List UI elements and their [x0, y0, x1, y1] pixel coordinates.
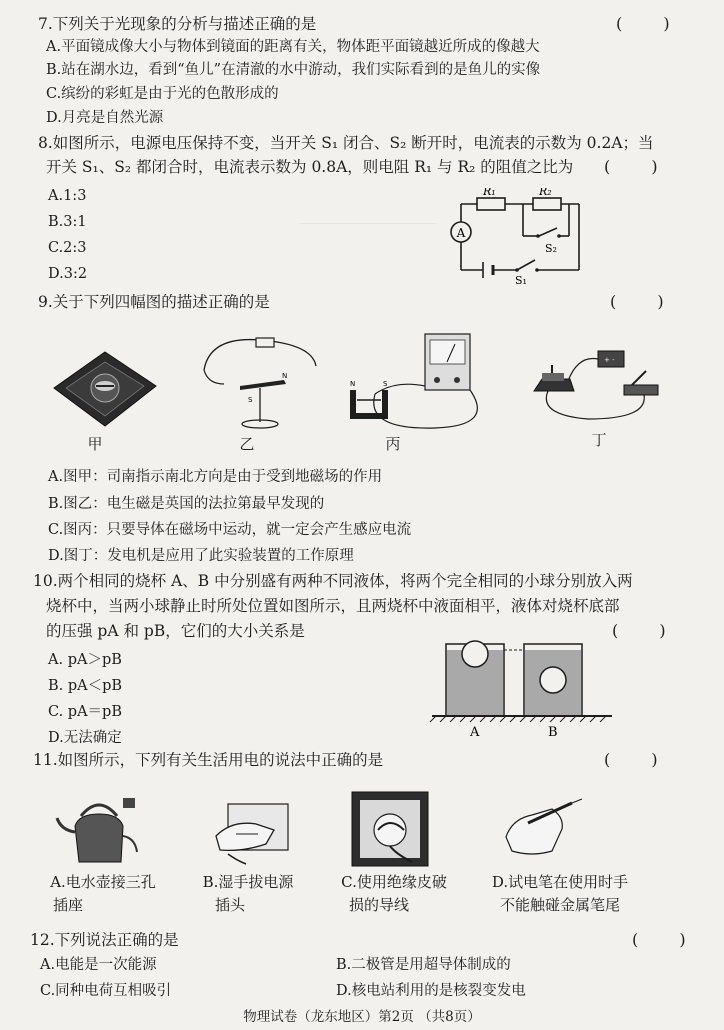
q9-answer-paren: ( )	[610, 292, 682, 311]
s1-label: S₁	[515, 274, 527, 284]
q7-option-d: D.月亮是自然光源	[46, 110, 164, 126]
q12-option-b: B.二极管是用超导体制成的	[336, 957, 511, 973]
q11-caption-c-line2: 损的导线	[348, 896, 409, 914]
q7-stem: 7.下列关于光现象的分析与描述正确的是	[38, 15, 317, 33]
q10-stem-line3: 的压强 pA 和 pB，它们的大小关系是	[46, 622, 305, 640]
ammeter-label: A	[456, 226, 466, 240]
q9-stem: 9.关于下列四幅图的描述正确的是	[38, 293, 270, 311]
beaker-a-label: A	[470, 725, 480, 740]
q7-option-a: A.平面镜成像大小与物体到镜面的距离有关，物体距平面镜越近所成的像越大	[46, 39, 540, 55]
s2-label: S₂	[545, 242, 557, 255]
svg-text:S: S	[248, 396, 253, 404]
q9-caption-yi: 乙	[239, 435, 255, 453]
q11-figure-damaged-wire	[350, 790, 430, 868]
svg-text:+ -: + -	[604, 356, 615, 364]
page-footer: 物理试卷（龙东地区）第2页 （共8页）	[243, 1009, 481, 1025]
q9-figure-yi-oersted	[200, 330, 320, 430]
q10-stem-line1: 10.两个相同的烧杯 A、B 中分别盛有两种不同液体，将两个完全相同的小球分别放入两	[33, 572, 633, 590]
bleed-through-text: _____________________	[300, 210, 437, 225]
q7-option-b: B.站在湖水边，看到“鱼儿”在清澈的水中游动，我们实际看到的是鱼儿的实像	[46, 62, 541, 78]
q9-option-b: B.图乙：电生磁是英国的法拉第最早发现的	[48, 496, 325, 512]
q9-option-d: D.图丁：发电机是应用了此实验装置的工作原理	[48, 548, 354, 564]
q10-beakers-diagram	[428, 630, 618, 740]
q9-caption-ding: 丁	[591, 431, 607, 449]
q11-caption-d-line1: D.试电笔在使用时手	[491, 873, 629, 891]
q8-circuit-diagram	[445, 188, 595, 284]
q8-stem-line2: 开关 S₁、S₂ 都闭合时，电流表示数为 0.8A，则电阻 R₁ 与 R₂ 的阻值之比为	[46, 158, 574, 176]
q10-option-b: B. pA＜pB	[48, 678, 123, 694]
q10-stem-line2: 烧杯中，当两小球静止时所处位置如图所示，且两烧杯中液面相平，液体对烧杯底部	[46, 597, 620, 615]
q7-answer-paren: ( )	[616, 14, 688, 33]
q11-caption-b-line2: 插头	[214, 896, 245, 914]
q8-option-b: B.3:1	[48, 214, 87, 230]
q12-answer-paren: ( )	[632, 930, 704, 949]
q12-option-d: D.核电站利用的是核裂变发电	[336, 983, 526, 999]
q11-caption-b-line1: B.湿手拔电源	[202, 873, 294, 891]
q11-figure-test-pen	[492, 795, 592, 859]
q9-caption-bing: 丙	[385, 435, 401, 453]
beaker-b-label: B	[548, 725, 558, 740]
q9-figure-jia-compass	[50, 348, 160, 430]
q10-option-d: D.无法确定	[48, 730, 122, 746]
q12-option-c: C.同种电荷互相吸引	[40, 983, 172, 999]
q11-figure-wet-hand-plug	[206, 800, 298, 866]
q8-stem-line1: 8.如图所示，电源电压保持不变，当开关 S₁ 闭合、S₂ 断开时，电流表的示数为 0.2A；当	[38, 134, 654, 152]
q9-option-a: A.图甲：司南指示南北方向是由于受到地磁场的作用	[48, 469, 383, 485]
r1-label: R₁	[483, 188, 496, 198]
q11-answer-paren: ( )	[604, 750, 676, 769]
svg-text:S: S	[383, 380, 388, 388]
q9-option-c: C.图丙：只要导体在磁场中运动，就一定会产生感应电流	[48, 522, 412, 538]
q10-option-a: A. pA＞pB	[48, 652, 122, 668]
q12-option-a: A.电能是一次能源	[40, 957, 157, 973]
q9-figure-ding-motor	[528, 345, 663, 425]
q12-stem: 12.下列说法正确的是	[30, 931, 179, 949]
q7-option-c: C.缤纷的彩虹是由于光的色散形成的	[46, 86, 279, 102]
q11-caption-c-line1: C.使用绝缘皮破	[341, 873, 447, 891]
q11-caption-a-line2: 插座	[52, 896, 83, 914]
q10-option-c: C. pA＝pB	[48, 704, 122, 720]
q9-figure-bing-induction	[345, 330, 520, 434]
q9-caption-jia: 甲	[87, 435, 103, 453]
r2-label: R₂	[539, 188, 552, 198]
q11-caption-d-line2: 不能触碰金属笔尾	[499, 896, 620, 914]
svg-text:N: N	[282, 372, 288, 380]
q11-caption-a-line1: A.电水壶接三孔	[50, 873, 156, 891]
q11-figure-kettle	[55, 792, 175, 868]
q10-answer-paren: ( )	[612, 621, 684, 640]
q11-stem: 11.如图所示，下列有关生活用电的说法中正确的是	[33, 751, 384, 769]
q8-option-a: A.1:3	[48, 188, 87, 204]
q8-answer-paren: ( )	[604, 157, 676, 176]
q8-option-d: D.3:2	[48, 266, 88, 282]
q8-option-c: C.2:3	[48, 240, 87, 256]
svg-text:N: N	[350, 380, 356, 388]
